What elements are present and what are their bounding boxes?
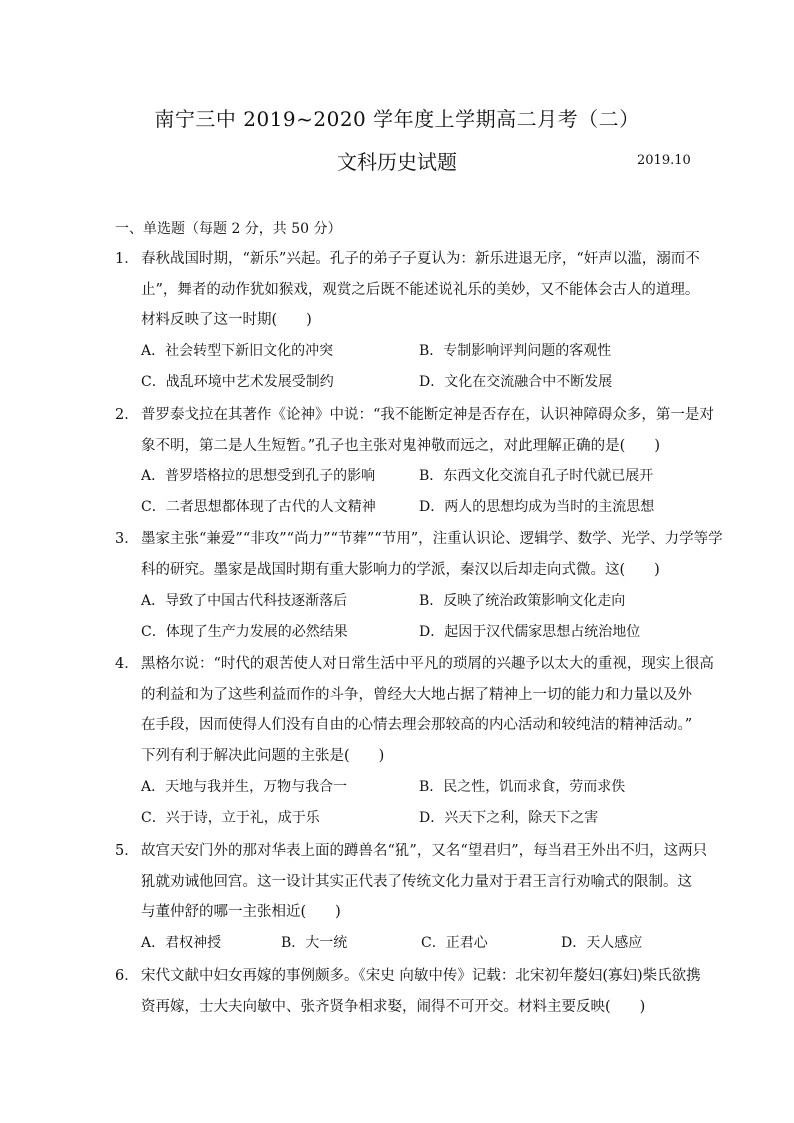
option-d: D．兴天下之利，除天下之害 bbox=[419, 809, 599, 826]
question-number: 1． bbox=[115, 251, 139, 267]
question-number: 3． bbox=[115, 531, 139, 547]
option-c: C．二者思想都体现了古代的人文精神 bbox=[141, 498, 376, 515]
option-c: C．体现了生产力发展的必然结果 bbox=[141, 623, 348, 640]
question-number: 2． bbox=[115, 407, 139, 423]
question-number: 4． bbox=[115, 656, 139, 672]
question-text-line: 材料反映了这一时期( ) bbox=[141, 312, 312, 328]
exam-date: 2019.10 bbox=[637, 153, 691, 168]
section-heading: 一、单选题（每题 2 分，共 50 分） bbox=[115, 221, 342, 237]
question-text-line: 黑格尔说：“时代的艰苦使人对日常生活中平凡的琐屑的兴趣予以太大的重视，现实上很高 bbox=[141, 656, 714, 672]
options-2 bbox=[141, 461, 681, 522]
question-text-line: 与董仲舒的哪一主张相近( ) bbox=[141, 904, 341, 920]
options-3 bbox=[141, 586, 681, 647]
question-number: 6． bbox=[115, 968, 139, 984]
question-text-line: 科的研究。墨家是战国时期有重大影响力的学派，秦汉以后却走向式微。这( ) bbox=[141, 561, 660, 578]
question-text-line: 宋代文献中妇女再嫁的事例颇多。《宋史 向敏中传》记载：北宋初年嫠妇(寡妇)柴氏欲携 bbox=[141, 968, 701, 984]
option-b: B．专制影响评判问题的客观性 bbox=[419, 343, 612, 359]
exam-subject-title: 文科历史试题 bbox=[337, 150, 457, 174]
exam-title: 南宁三中 2019~2020 学年度上学期高二月考（二） bbox=[154, 107, 640, 131]
option-a: A．君权神授 bbox=[141, 935, 222, 951]
question-text-line: 在手段，因而使得人们没有自由的心情去理会那较高的内心活动和较纯洁的精神活动。” bbox=[141, 717, 693, 733]
option-a: A．社会转型下新旧文化的冲突 bbox=[141, 343, 334, 359]
question-text-line: 普罗泰戈拉在其著作《论神》中说：“我不能断定神是否存在，认识神障碍众多，第一是对 bbox=[141, 407, 714, 423]
option-d: D．文化在交流融合中不断发展 bbox=[419, 373, 613, 390]
question-text-line: 资再嫁，士大夫向敏中、张齐贤争相求娶，闹得不可开交。材料主要反映( ) bbox=[141, 998, 646, 1015]
option-c: C．战乱环境中艺术发展受制约 bbox=[141, 373, 334, 390]
question-text-line: 墨家主张“兼爱”“非攻”“尚力”“节葬”“节用”，注重认识论、逻辑学、数学、光学、力学等学 bbox=[141, 531, 723, 547]
options-4 bbox=[141, 772, 681, 833]
question-text-line: 止”，舞者的动作犹如猴戏，观赏之后既不能述说礼乐的美妙，又不能体会古人的道理。 bbox=[141, 281, 700, 298]
question-1 bbox=[115, 244, 700, 336]
question-text-line: 故宫天安门外的那对华表上面的蹲兽名“犼”，又名“望君归”，每当君王外出不归，这两只 bbox=[141, 843, 708, 859]
option-b: B．民之性，饥而求食，劳而求佚 bbox=[419, 779, 626, 795]
option-c: C．兴于诗，立于礼，成于乐 bbox=[141, 809, 320, 826]
option-a: A．普罗塔格拉的思想受到孔子的影响 bbox=[141, 468, 376, 484]
option-d: D．两人的思想均成为当时的主流思想 bbox=[419, 498, 655, 515]
question-2 bbox=[115, 400, 714, 461]
question-text-line: 象不明，第二是人生短暂。”孔子也主张对鬼神敬而远之，对此理解正确的是( ) bbox=[141, 437, 660, 454]
option-b: B．大一统 bbox=[281, 935, 348, 951]
question-6 bbox=[115, 961, 701, 1022]
option-b: B．反映了统治政策影响文化走向 bbox=[419, 593, 626, 609]
option-a: A．天地与我并生，万物与我合一 bbox=[141, 779, 348, 795]
question-text-line: 犼就劝诫他回宫。这一设计其实正代表了传统文化力量对于君王言行劝喻式的限制。这 bbox=[141, 873, 692, 890]
option-d: D．起因于汉代儒家思想占统治地位 bbox=[419, 623, 641, 640]
question-5 bbox=[115, 836, 708, 928]
question-text-line: 的利益和为了这些利益而作的斗争，曾经大大地占据了精神上一切的能力和力量以及外 bbox=[141, 686, 692, 703]
question-text-line: 下列有利于解决此问题的主张是( ) bbox=[141, 747, 385, 764]
question-3 bbox=[115, 524, 723, 585]
question-number: 5． bbox=[115, 843, 139, 859]
option-c: C．正君心 bbox=[421, 935, 488, 951]
options-1 bbox=[141, 336, 681, 397]
question-text-line: 春秋战国时期，“新乐”兴起。孔子的弟子子夏认为：新乐进退无序，“奸声以滥，溺而不 bbox=[141, 251, 700, 267]
option-d: D．天人感应 bbox=[561, 935, 643, 951]
options-5 bbox=[141, 928, 681, 959]
question-4 bbox=[115, 649, 714, 771]
option-b: B．东西文化交流自孔子时代就已展开 bbox=[419, 468, 654, 484]
option-a: A．导致了中国古代科技逐渐落后 bbox=[141, 593, 348, 609]
